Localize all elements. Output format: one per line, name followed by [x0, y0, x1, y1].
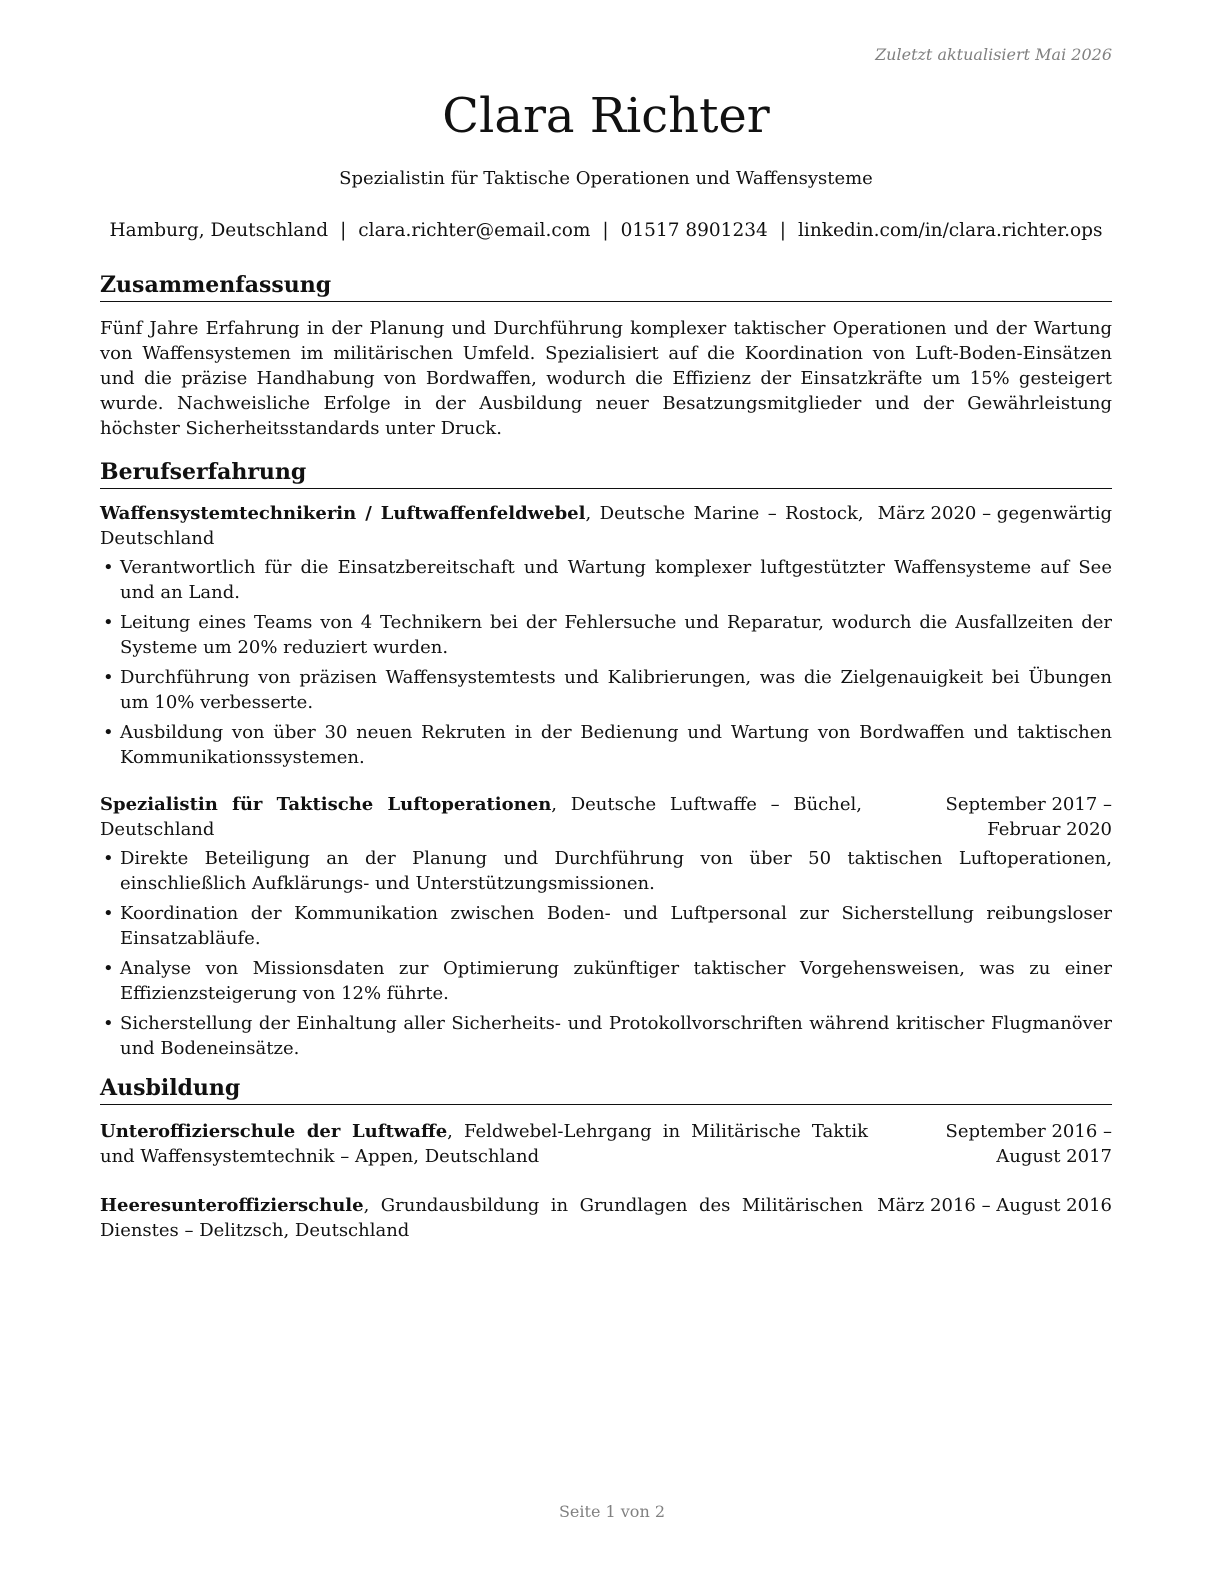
- contact-location: Hamburg, Deutschland: [109, 220, 329, 241]
- education-details: , Grundausbildung in Grundlagen des Militärischen Dienstes – Delitzsch, Deutschland: [100, 1195, 864, 1241]
- contact-separator: |: [779, 220, 786, 241]
- job-header: [100, 501, 1112, 551]
- last-updated: Zuletzt aktualisiert Mai 2026: [875, 45, 1112, 64]
- section-title-education: Ausbildung: [100, 1073, 1112, 1105]
- candidate-name: Clara Richter: [442, 88, 770, 144]
- contact-linkedin[interactable]: linkedin.com/in/clara.richter.ops: [798, 220, 1103, 241]
- list-item: • Koordination der Kommunikation zwischen Boden- und Luftpersonal zur Sicherstellung reibungsloser Einsatzabläufe.: [100, 901, 1112, 951]
- education-details: , Feldwebel-Lehrgang in Militärische Taktik und Waffensystemtechnik – Appen, Deutschland: [100, 1121, 868, 1167]
- contact-separator: |: [602, 220, 609, 241]
- education-header: [100, 1119, 1112, 1169]
- education-entry: [100, 1119, 1112, 1169]
- job-dates: September 2017 – Februar 2020: [945, 794, 1112, 840]
- education-dates: September 2016 – August 2017: [945, 1121, 1112, 1167]
- contact-separator: |: [340, 220, 347, 241]
- list-item: • Leitung eines Teams von 4 Technikern bei der Fehlersuche und Reparatur, wodurch die Ausfallzeiten der Systeme um 20% reduziert wurden.: [100, 610, 1112, 660]
- job-entry: [100, 501, 1112, 770]
- page-number: Seite 1 von 2: [558, 1502, 666, 1521]
- job-details: , Deutsche Luftwaffe – Büchel, Deutschland: [100, 794, 862, 840]
- education-header: [100, 1193, 1112, 1243]
- job-entry: [100, 792, 1112, 1061]
- list-item: • Verantwortlich für die Einsatzbereitschaft und Wartung komplexer luftgestützter Waffensysteme auf See und an Land.: [100, 555, 1112, 605]
- list-item: • Ausbildung von über 30 neuen Rekruten in der Bedienung und Wartung von Bordwaffen und taktischen Kommunikationssystemen.: [100, 720, 1112, 770]
- education-school: Unteroffizierschule der Luftwaffe: [100, 1121, 448, 1142]
- candidate-headline: Spezialistin für Taktische Operationen und Waffensysteme: [339, 168, 873, 189]
- job-header: [100, 792, 1112, 842]
- section-title-summary: Zusammenfassung: [100, 270, 1112, 302]
- job-bullets: [100, 846, 1112, 1061]
- education-dates: März 2016 – August 2016: [877, 1195, 1112, 1216]
- list-item: • Direkte Beteiligung an der Planung und Durchführung von über 50 taktischen Luftoperationen, einschließlich Aufklärungs- und Unterstützungsmissionen.: [100, 846, 1112, 896]
- contact-line: [100, 220, 1112, 241]
- contact-phone[interactable]: 01517 8901234: [620, 220, 768, 241]
- job-role: Spezialistin für Taktische Luftoperationen: [100, 794, 552, 815]
- resume-content: [100, 270, 1112, 1243]
- contact-email[interactable]: clara.richter@email.com: [358, 220, 591, 241]
- job-dates: März 2020 – gegenwärtig: [877, 503, 1112, 524]
- list-item: • Durchführung von präzisen Waffensystemtests und Kalibrierungen, was die Zielgenauigkeit bei Übungen um 10% verbesserte.: [100, 665, 1112, 715]
- education-entry: [100, 1193, 1112, 1243]
- education-school: Heeresunteroffizierschule: [100, 1195, 364, 1216]
- list-item: • Analyse von Missionsdaten zur Optimierung zukünftiger taktischer Vorgehensweisen, was zu einer Effizienzsteigerung von 12% führte.: [100, 956, 1112, 1006]
- list-item: • Sicherstellung der Einhaltung aller Sicherheits- und Protokollvorschriften während kritischer Flugmanöver und Bodeneinsätze.: [100, 1011, 1112, 1061]
- job-details: , Deutsche Marine – Rostock, Deutschland: [100, 503, 864, 549]
- job-role: Waffensystemtechnikerin / Luftwaffenfeldwebel: [100, 503, 586, 524]
- summary-text: Fünf Jahre Erfahrung in der Planung und Durchführung komplexer taktischer Operationen und der Wartung von Waffensystemen im militärischen Umfeld. Spezialisiert auf die Koordination von Luft-Boden-Einsätzen und die präzise Handhabung von Bordwaffen, wodurch die Effizienz der Einsatzkräfte um 15% gesteigert wurde. Nachweisliche Erfolge in der Ausbildung neuer Besatzungsmitglieder und der Gewährleistung höchster Sicherheitsstandards unter Druck.: [100, 318, 1112, 439]
- job-bullets: [100, 555, 1112, 770]
- section-title-experience: Berufserfahrung: [100, 457, 1112, 489]
